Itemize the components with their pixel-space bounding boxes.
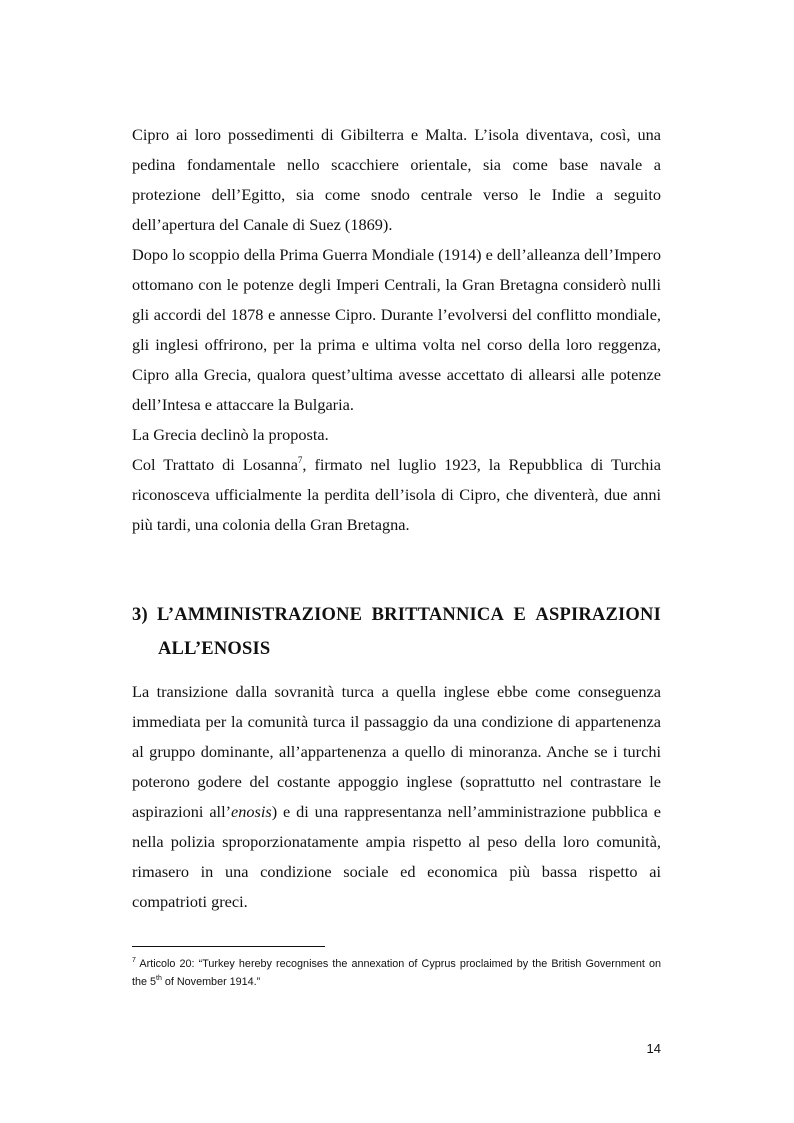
footnote-text: Articolo 20: “Turkey hereby recognises the annexation of Cyprus proclaimed by the British Government on the 5 <box>132 958 661 988</box>
footnote <box>132 955 661 991</box>
paragraph-text: Dopo lo scoppio della Prima Guerra Mondiale (1914) e dell’alleanza dell’Impero ottomano con le potenze degli Imperi Centrali, la Gran Bretagna considerò nulli gli accordi del 1878 e annesse Cipro. Durante l’evolversi del conflitto mondiale, gli inglesi offrirono, per la prima e ultima volta nel corso della loro reggenza, Cipro alla Grecia, qualora quest’ultima avesse accettato di allearsi alle potenze dell’Intesa e attaccare la Bulgaria. <box>132 245 661 414</box>
section-number: 3) <box>132 605 148 625</box>
footnote-number: 7 <box>132 957 136 964</box>
paragraph-lausanne-treaty <box>132 450 661 540</box>
paragraph-text: La Grecia declinò la proposta. <box>132 425 329 444</box>
heading-word: E <box>513 605 526 625</box>
paragraph-text: La transizione dalla sovranità turca a quella inglese ebbe come conseguenza immediata per la comunità turca il passaggio da una condizione di appartenenza al gruppo dominante, all’appartenenza a quello di minoranza. Anche se i turchi poterono godere del costante appoggio inglese (soprattutto nel contrastare le aspirazioni all’ <box>132 682 661 821</box>
paragraph-text: , firmato nel luglio 1923, la Repubblica di Turchia riconosceva ufficialmente la perdita dell’isola di Cipro, che diventerà, due anni più tardi, una colonia della Gran Bretagna. <box>132 455 662 534</box>
paragraph-cyprus-possessions <box>132 120 661 240</box>
heading-word: ASPIRAZIONI <box>535 605 661 625</box>
paragraph-world-war <box>132 240 661 450</box>
paragraph-transition <box>132 677 661 917</box>
heading-word: L’AMMINISTRAZIONE <box>157 605 363 625</box>
section-heading <box>132 598 661 666</box>
footnote-reference[interactable]: 7 <box>297 455 303 465</box>
paragraph-text: ) e di una rappresentanza nell’amministrazione pubblica e nella polizia sproporzionatamente ampia rispetto al peso della loro comunità, rimasero in una condizione sociale ed economica più bassa rispetto ai compatrioti greci. <box>132 802 661 911</box>
heading-line-2: ALL’ENOSIS <box>158 639 271 659</box>
footnote-superscript: th <box>156 975 162 982</box>
footnote-divider <box>132 946 325 947</box>
paragraph-text: Col Trattato di Losanna <box>132 455 298 474</box>
italic-term: enosis <box>231 802 272 821</box>
paragraph-text: Cipro ai loro possedimenti di Gibilterra e Malta. L’isola diventava, così, una pedina fondamentale nello scacchiere orientale, sia come base navale a protezione dell’Egitto, sia come snodo centrale verso le Indie a seguito dell’apertura del Canale di Suez (1869). <box>132 125 661 234</box>
heading-word: BRITTANNICA <box>371 605 505 625</box>
footnote-text: of November 1914.” <box>161 976 261 988</box>
page-number: 14 <box>646 1041 661 1056</box>
